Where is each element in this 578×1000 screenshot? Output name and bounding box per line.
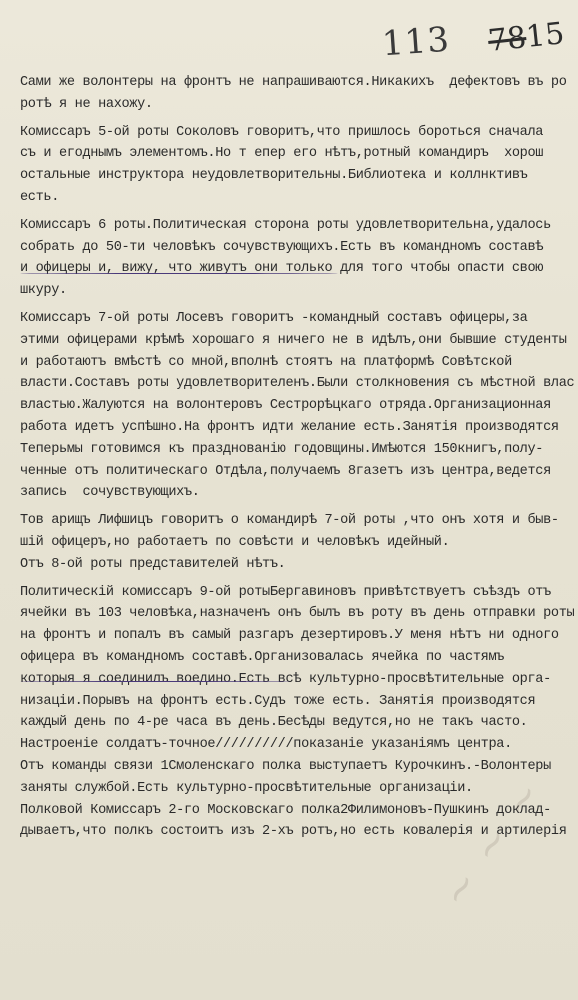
text-line: Отъ 8-ой роты представителей нѣтъ.: [20, 556, 286, 572]
typed-text-body: [20, 72, 576, 843]
text-line: запись сочувствующихъ.: [20, 485, 200, 501]
text-line: ячейки въ 103 человѣка,назначенъ онъ былъ въ роту въ день отправки роты: [20, 606, 575, 622]
archive-number: [486, 16, 566, 59]
text-line: остальные инструктора неудовлетворительны.Библиотека и коллнктивъ: [20, 168, 528, 184]
text-line: каждый день по 4-ре часа въ день.Бесѣды ведутся,но не такъ часто.: [20, 715, 528, 731]
text-line: Настроеніе солдатъ-точное//////////показаніе указаніямъ центра.: [20, 737, 512, 753]
text-line: Комиссаръ 7-ой роты Лосевъ говоритъ -командный составъ офицеры,за: [20, 310, 528, 326]
text-line: Комиссаръ 5-ой роты Соколовъ говоритъ,что пришлось бороться сначала: [20, 124, 544, 140]
text-line: есть.: [20, 189, 60, 205]
archive-number-new: 15: [524, 16, 566, 55]
text-line: и работаютъ вмѣстѣ со мной,вполнѣ стоятъ на платформѣ Совѣтской: [20, 354, 512, 370]
text-line: Сами же волонтеры на фронтъ не напрашиваются.Никакихъ дефектовъ въ ро: [20, 75, 567, 90]
text-line: Теперьмы готовимся къ празднованію годовщины.Имѣются 150книгъ,полу-: [20, 441, 544, 457]
text-line: собрать до 50-ти человѣкъ сочувствующихъ.Есть въ командномъ составѣ: [20, 239, 544, 255]
text-line: этими офицерами крѣмѣ хорошаго я ничего не в идѣлъ,они бывшие студенты: [20, 332, 567, 348]
text-line: Полковой Комиссаръ 2-го Московскаго полка2Филимоновъ-Пушкинъ доклад-: [20, 802, 551, 818]
text-line: Отъ команды связи 1Смоленскаго полка выступаетъ Курочкинъ.-Волонтеры: [20, 758, 551, 774]
text-line: шкуру.: [20, 283, 67, 299]
text-line: ченные отъ политическаго Отдѣла,получаемъ 8газетъ изъ центра,ведется: [20, 463, 551, 479]
text-line: шій офицеръ,но работаетъ по совѣсти и человѣкъ идейный.: [20, 534, 450, 550]
text-line: Тов арищъ Лифшицъ говоритъ о командирѣ 7-ой роты ,что онъ хотя и быв-: [20, 513, 559, 529]
text-line: заняты службой.Есть культурно-просвѣтительные организаціи.: [20, 780, 473, 796]
watermark: ~ ~ ~: [432, 770, 554, 916]
text-line: властью.Жалуются на волонтеровъ Сестрорѣцкаго отряда.Организационная: [20, 398, 551, 414]
text-line: работа идетъ успѣшно.На фронтъ идти желание есть.Занятія производятся: [20, 419, 559, 435]
ink-underline: [20, 681, 290, 682]
text-line: Политическій комиссаръ 9-ой ротыБергавиновъ привѣтствуетъ съѣздъ отъ: [20, 584, 551, 600]
text-line: на фронтъ и попалъ въ самый разгаръ дезертировъ.У меня нѣтъ ни одного: [20, 628, 559, 644]
text-line: ротѣ я не нахожу.: [20, 96, 153, 112]
text-line: съ и егоднымъ элементомъ.Но т епер его нѣтъ,ротный командиръ хорош: [20, 146, 544, 162]
text-line: офицера въ командномъ составѣ.Организовалась ячейка по частямъ: [20, 649, 505, 665]
text-line: низаціи.Порывъ на фронтъ есть.Судъ тоже есть. Занятія производятся: [20, 693, 536, 709]
text-line: и офицеры и, вижу, что живутъ они только для того чтобы опасти свою: [20, 261, 544, 277]
text-line: власти.Составъ роты удовлетворителенъ.Были столкновения съ мѣстной влас: [20, 376, 575, 392]
text-line: Комиссаръ 6 роты.Политическая сторона роты удовлетворительна,удалось: [20, 217, 551, 233]
text-line: дываетъ,что полкъ состоитъ изъ 2-хъ ротъ,но есть ковалерія и артилерія: [20, 824, 567, 840]
archive-number-old: 78: [486, 20, 529, 59]
text-line: которыя я соединилъ воедино.Есть всѣ культурно-просвѣтительные орга-: [20, 671, 551, 687]
page-number: 113: [380, 19, 452, 65]
ink-underline: [20, 273, 338, 274]
